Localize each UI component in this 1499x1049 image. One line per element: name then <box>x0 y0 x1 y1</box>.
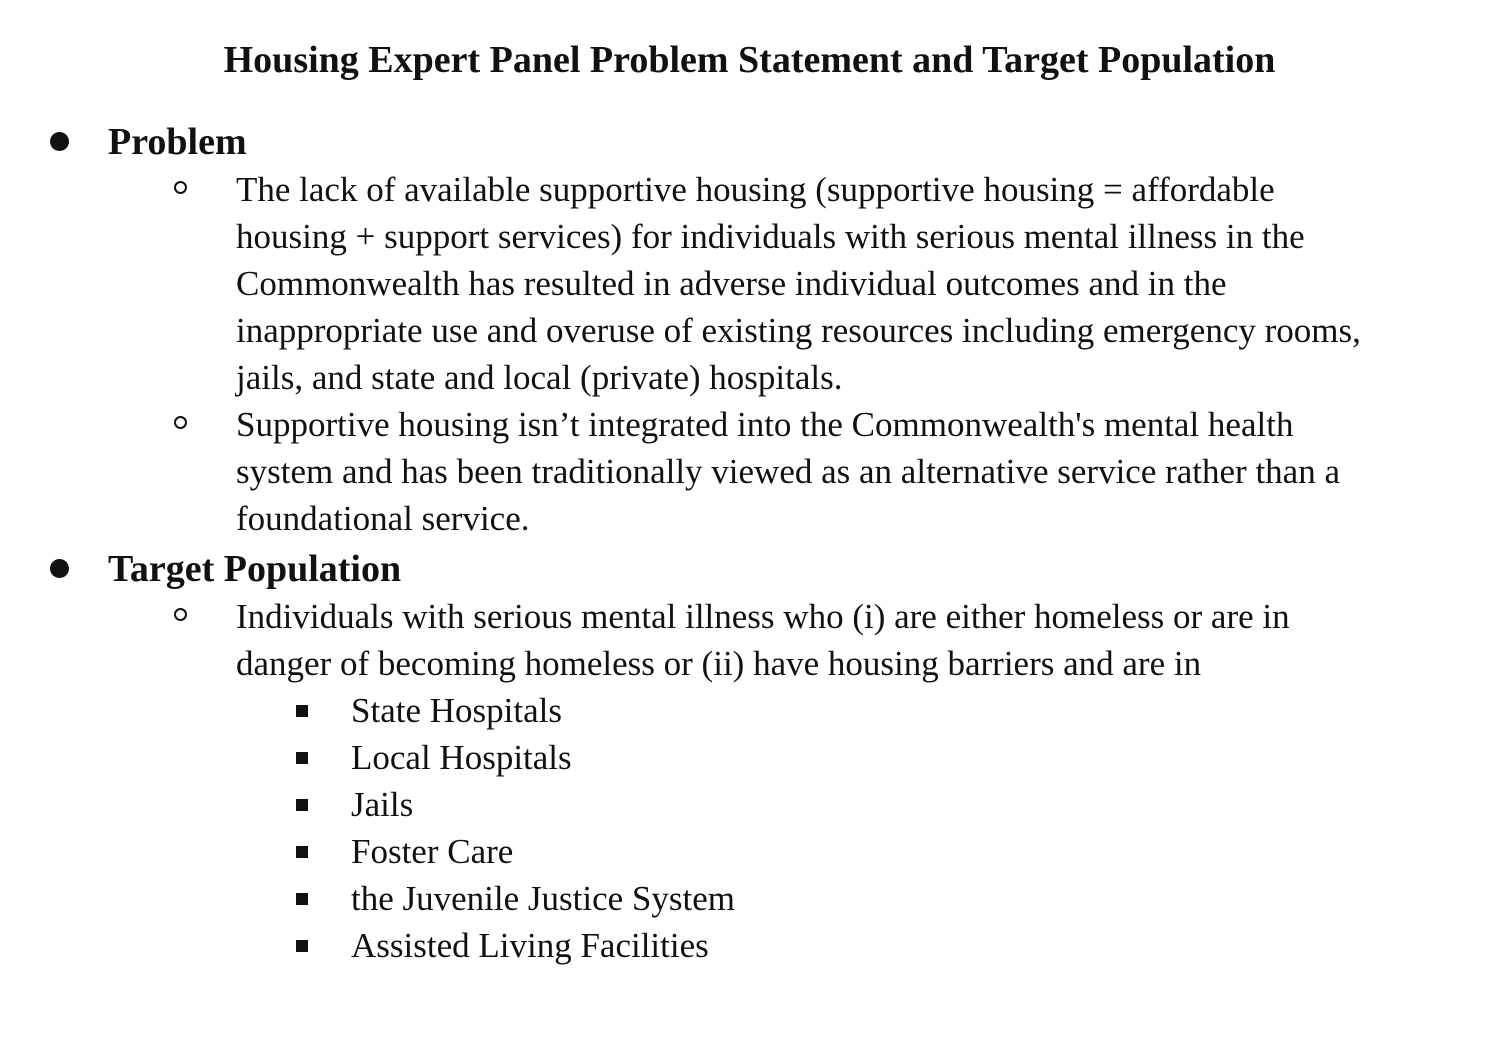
section-heading-row <box>0 118 1499 166</box>
sublist-item <box>0 734 1499 781</box>
sublist-item <box>0 922 1499 969</box>
list-item-text <box>236 593 1456 687</box>
text-line: Supportive housing isn’t integrated into the Commonwealth's mental health <box>236 405 1294 444</box>
sublist-item-text: the Juvenile Justice System <box>351 879 735 918</box>
sublist-item <box>0 875 1499 922</box>
sublist-item <box>0 687 1499 734</box>
sublist-item-text: Foster Care <box>351 832 514 871</box>
filled-circle-bullet-icon <box>50 559 69 578</box>
list-item-text <box>236 166 1456 401</box>
square-bullet-icon <box>296 940 308 952</box>
sublist-item-text: Assisted Living Facilities <box>351 926 709 965</box>
square-bullet-icon <box>296 799 308 811</box>
section-heading-row <box>0 545 1499 593</box>
square-bullet-icon <box>296 846 308 858</box>
list-item <box>0 166 1499 401</box>
text-line: system and has been traditionally viewed as an alternative service rather than a <box>236 452 1341 491</box>
hollow-circle-bullet-icon <box>174 608 187 621</box>
text-line: danger of becoming homeless or (ii) have housing barriers and are in <box>236 644 1202 683</box>
square-bullet-icon <box>296 705 308 717</box>
section-heading-problem: Problem <box>108 121 247 163</box>
square-bullet-icon <box>296 752 308 764</box>
text-line: The lack of available supportive housing (supportive housing = affordable <box>236 170 1275 209</box>
text-line: Commonwealth has resulted in adverse individual outcomes and in the <box>236 264 1227 303</box>
square-bullet-icon <box>296 893 308 905</box>
hollow-circle-bullet-icon <box>174 181 187 194</box>
filled-circle-bullet-icon <box>50 132 69 151</box>
list-item <box>0 593 1499 687</box>
target-settings-list <box>0 687 1499 969</box>
text-line: housing + support services) for individuals with serious mental illness in the <box>236 217 1305 256</box>
document-title: Housing Expert Panel Problem Statement and Target Population <box>223 39 1276 81</box>
text-line: inappropriate use and overuse of existing resources including emergency rooms, <box>236 311 1361 350</box>
hollow-circle-bullet-icon <box>174 416 187 429</box>
text-line: Individuals with serious mental illness who (i) are either homeless or are in <box>236 597 1290 636</box>
sublist-item <box>0 781 1499 828</box>
text-line: foundational service. <box>236 499 530 538</box>
text-line: jails, and state and local (private) hospitals. <box>236 358 843 397</box>
sublist-item-text: State Hospitals <box>351 691 562 730</box>
list-item-text <box>236 401 1456 542</box>
list-item <box>0 401 1499 542</box>
sublist-item-text: Jails <box>351 785 414 824</box>
sublist-item <box>0 828 1499 875</box>
section-target-population <box>0 545 1499 969</box>
section-heading-target-population: Target Population <box>108 548 402 590</box>
section-problem <box>0 118 1499 542</box>
sublist-item-text: Local Hospitals <box>351 738 572 777</box>
